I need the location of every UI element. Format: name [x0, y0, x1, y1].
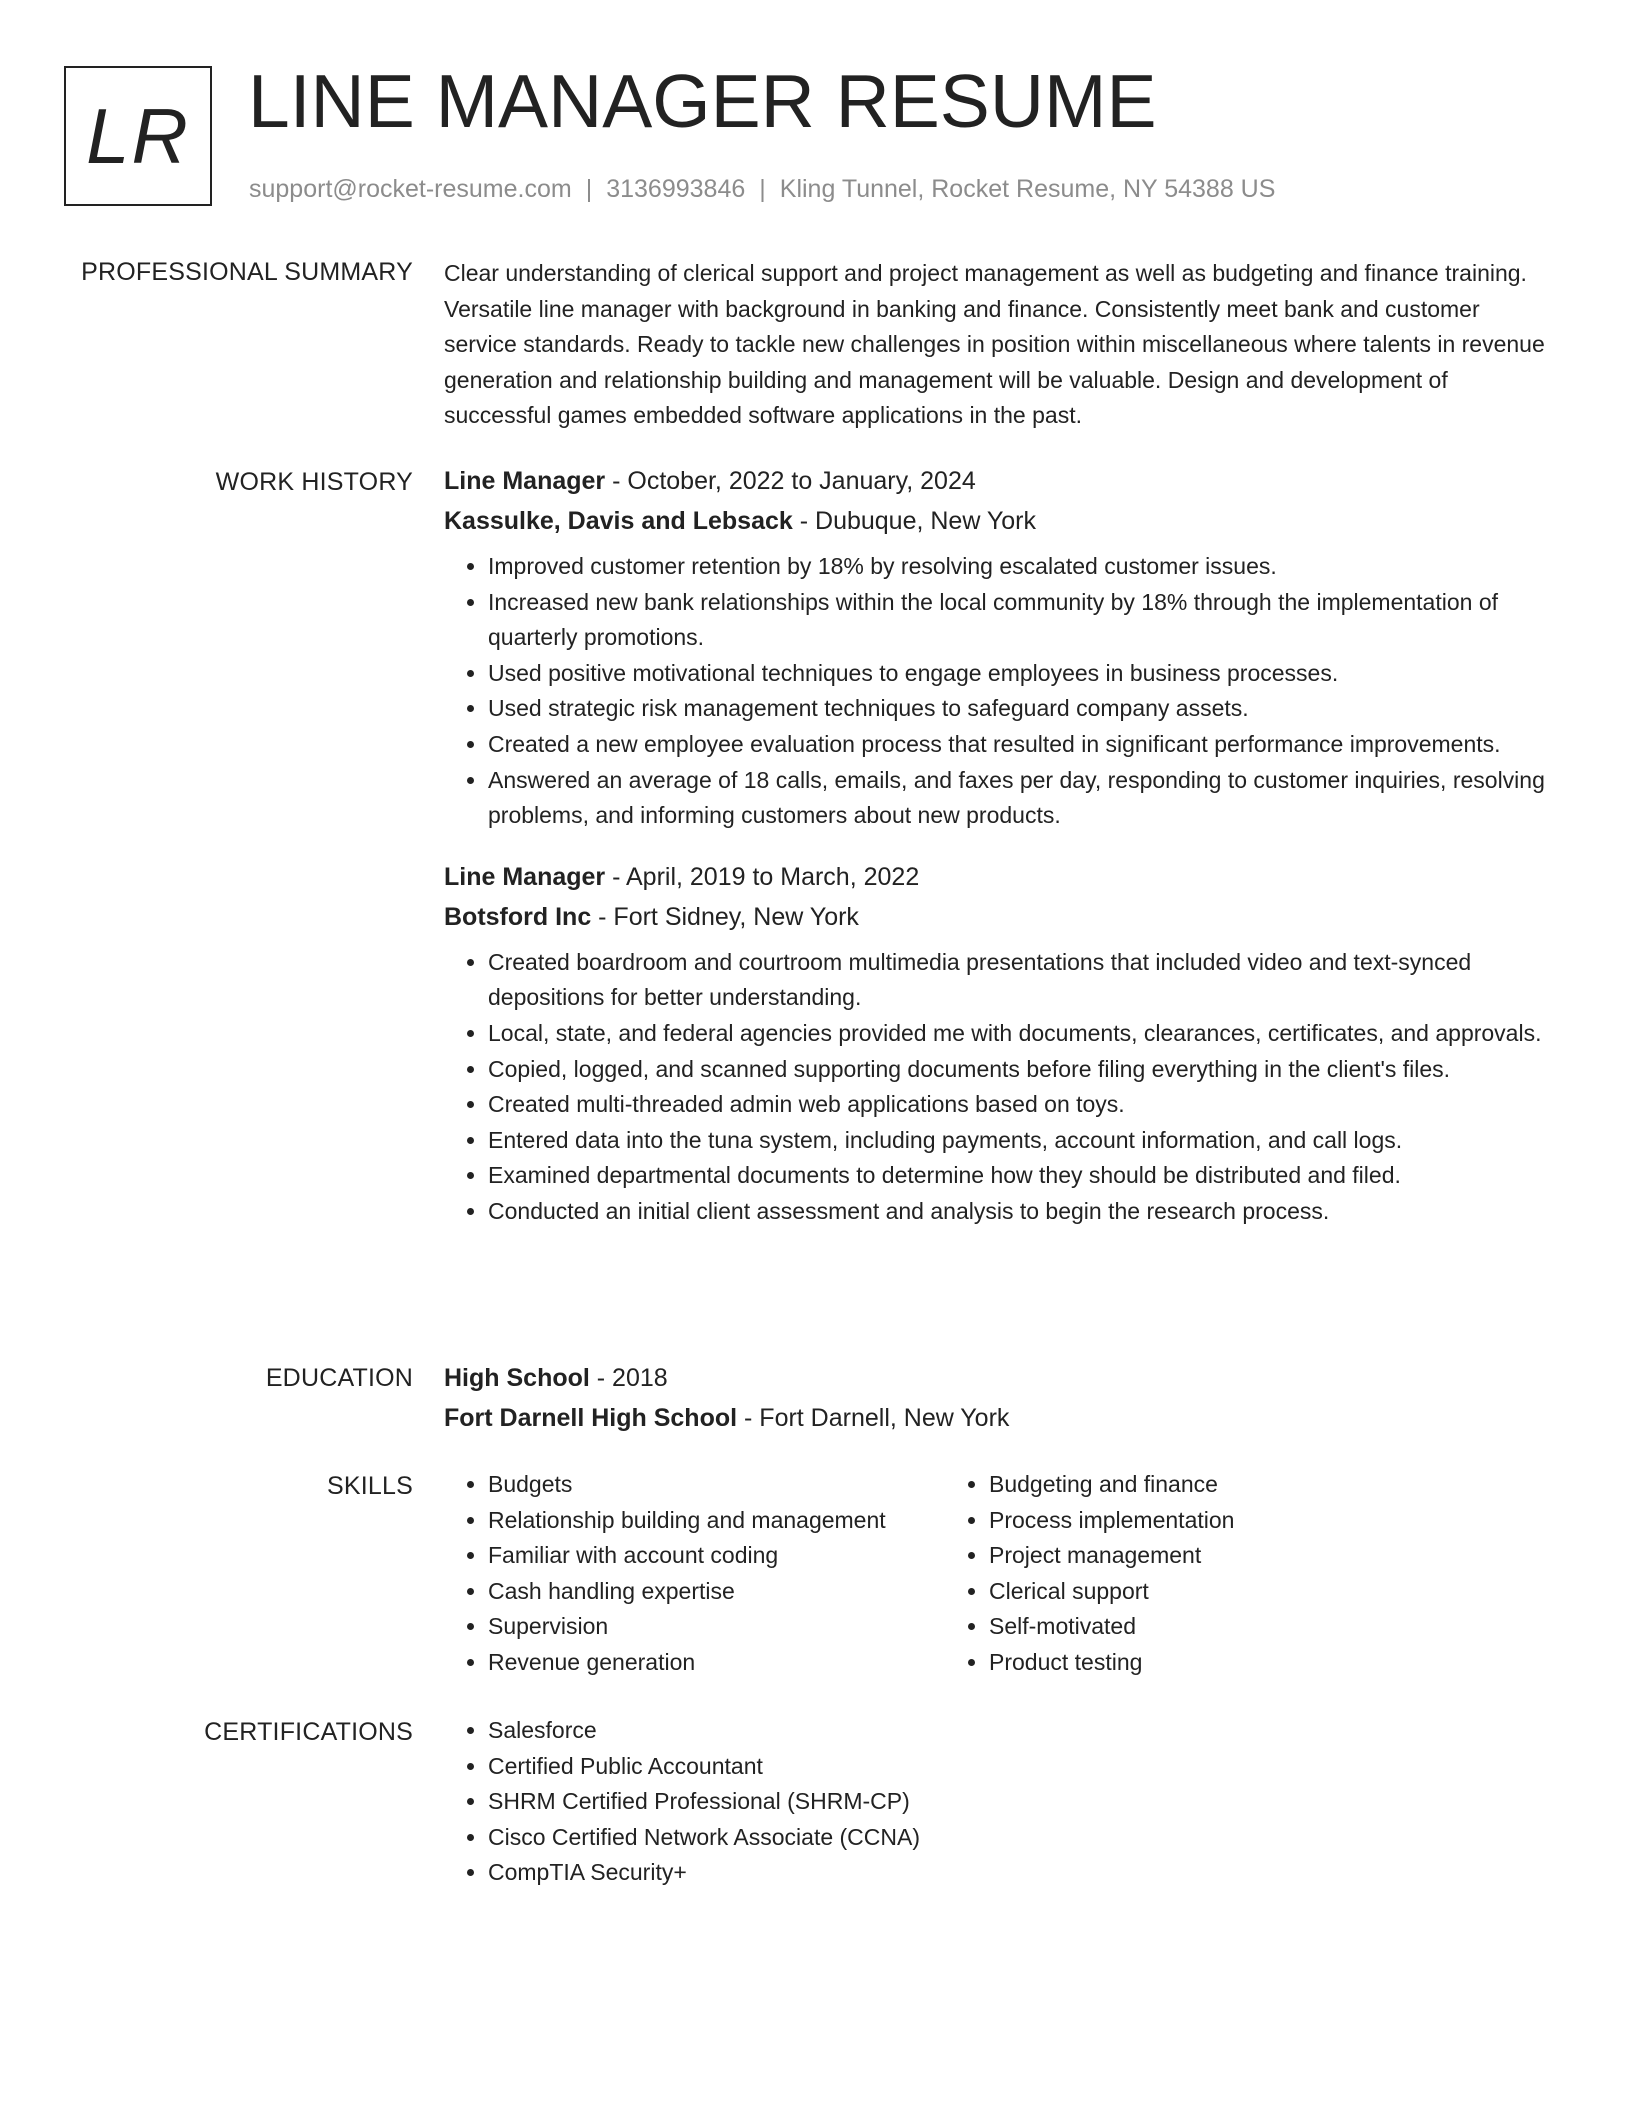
certification-item: • Salesforce [488, 1713, 1554, 1749]
job-title: Line Manager [444, 862, 606, 891]
education-school-line [444, 1398, 1554, 1438]
resume-title: LINE MANAGER RESUME [248, 59, 1157, 143]
job-bullets [444, 945, 1554, 1230]
section-label-summary: PROFESSIONAL SUMMARY [81, 258, 413, 286]
education-body [444, 1358, 1554, 1438]
contact-phone[interactable]: 3136993846 [606, 175, 746, 203]
job-company-line [444, 897, 1554, 937]
contact-address: Kling Tunnel, Rocket Resume, NY 54388 US [779, 175, 1276, 203]
skill-item: • Self-motivated [989, 1609, 1446, 1645]
skill-item: • Product testing [989, 1645, 1446, 1681]
job-company: Kassulke, Davis and Lebsack [444, 507, 793, 535]
skill-item: • Revenue generation [488, 1645, 945, 1681]
certifications-list [444, 1713, 1554, 1891]
job-bullet: • Entered data into the tuna system, including payments, account information, and call logs. [488, 1123, 1554, 1159]
skill-item: • Budgets [488, 1467, 945, 1503]
skill-item: • Supervision [488, 1609, 945, 1645]
section-label-skills: SKILLS [327, 1472, 413, 1500]
job-bullets [444, 549, 1554, 834]
job-bullet: • Examined departmental documents to determine how they should be distributed and filed. [488, 1158, 1554, 1194]
education-school: Fort Darnell High School [444, 1404, 738, 1432]
job-bullet: • Used strategic risk management techniques to safeguard company assets. [488, 691, 1554, 727]
job-entry [444, 461, 1554, 834]
skills-list-right [945, 1467, 1446, 1681]
certification-item: • SHRM Certified Professional (SHRM-CP) [488, 1784, 1554, 1820]
skills-list-left [444, 1467, 945, 1681]
work-history-body [444, 461, 1554, 1230]
job-title-line [444, 461, 1554, 501]
certification-item: • Certified Public Accountant [488, 1749, 1554, 1785]
contact-separator: | [585, 175, 593, 203]
job-bullet: • Copied, logged, and scanned supporting documents before filing everything in the client's files. [488, 1052, 1554, 1088]
summary-text: Clear understanding of clerical support and project management as well as budgeting and finance training. Versatile line manager with background in banking and finance. Consistently meet bank and customer service standards. Ready to tackle new challenges in position within miscellaneous where talents in revenue generation and relationship building and management will be valuable. Design and development of successful games embedded software applications in the past. [444, 260, 1545, 429]
job-bullet: • Local, state, and federal agencies provided me with documents, clearances, certificates, and approvals. [488, 1016, 1554, 1052]
skills-columns [444, 1467, 1554, 1681]
monogram-logo: LR [64, 66, 212, 206]
job-title-line [444, 857, 1554, 897]
job-bullet: • Increased new bank relationships within the local community by 18% through the implementation of quarterly promotions. [488, 585, 1554, 656]
skill-item: • Familiar with account coding [488, 1538, 945, 1574]
skill-item: • Process implementation [989, 1503, 1446, 1539]
summary-body [444, 256, 1554, 434]
job-title: Line Manager [444, 467, 606, 495]
certification-item: • Cisco Certified Network Associate (CCNA) [488, 1820, 1554, 1856]
contact-line [249, 174, 1275, 204]
education-year: - 2018 [589, 1364, 668, 1392]
job-location: - Fort Sidney, New York [591, 902, 859, 931]
skill-item: • Cash handling expertise [488, 1574, 945, 1610]
job-bullet: • Used positive motivational techniques to engage employees in business processes. [488, 656, 1554, 692]
job-company-line [444, 501, 1554, 541]
contact-email[interactable]: support@rocket-resume.com [249, 175, 572, 203]
education-degree: High School [444, 1364, 590, 1392]
job-company: Botsford Inc [444, 902, 592, 931]
job-bullet: • Improved customer retention by 18% by resolving escalated customer issues. [488, 549, 1554, 585]
job-location: - Dubuque, New York [792, 507, 1036, 535]
certifications-body [444, 1713, 1554, 1891]
job-bullet: • Conducted an initial client assessment and analysis to begin the research process. [488, 1194, 1554, 1230]
job-bullet: • Created multi-threaded admin web applications based on toys. [488, 1087, 1554, 1123]
skill-item: • Relationship building and management [488, 1503, 945, 1539]
skill-item: • Project management [989, 1538, 1446, 1574]
job-bullet: • Created boardroom and courtroom multimedia presentations that included video and text-synced depositions for better understanding. [488, 945, 1554, 1016]
job-dates: - April, 2019 to March, 2022 [605, 862, 920, 891]
education-degree-line [444, 1358, 1554, 1398]
education-location: - Fort Darnell, New York [737, 1404, 1010, 1432]
job-entry [444, 857, 1554, 1230]
skill-item: • Budgeting and finance [989, 1467, 1446, 1503]
section-label-work-history: WORK HISTORY [215, 468, 413, 496]
job-bullet: • Created a new employee evaluation process that resulted in significant performance improvements. [488, 727, 1554, 763]
job-dates: - October, 2022 to January, 2024 [605, 467, 976, 495]
job-bullet: • Answered an average of 18 calls, emails, and faxes per day, responding to customer inquiries, resolving problems, and informing customers about new products. [488, 763, 1554, 834]
contact-separator: | [759, 175, 766, 203]
skill-item: • Clerical support [989, 1574, 1446, 1610]
certification-item: • CompTIA Security+ [488, 1855, 1554, 1891]
section-label-education: EDUCATION [265, 1364, 413, 1392]
skills-body [444, 1467, 1554, 1681]
section-label-certifications: CERTIFICATIONS [204, 1718, 413, 1746]
